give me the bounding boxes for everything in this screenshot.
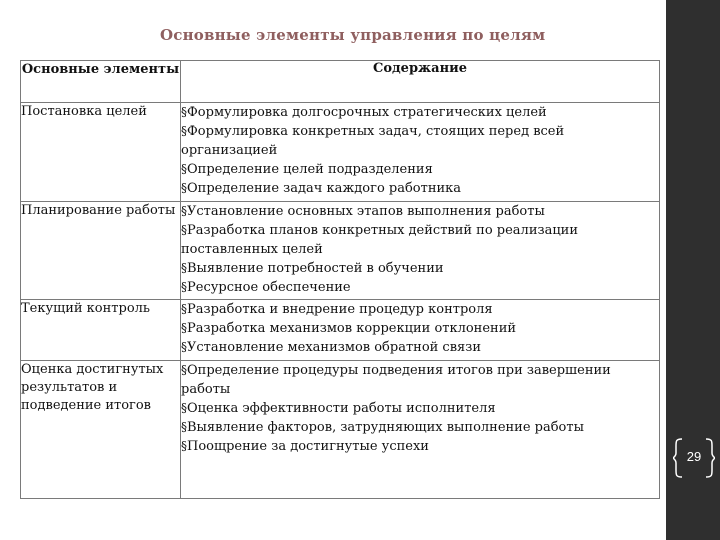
- list-item: § Формулировка конкретных задач, стоящих перед всей организацией: [181, 122, 659, 160]
- row-content: [181, 300, 660, 361]
- list-item: § Разработка механизмов коррекции отклонений: [181, 319, 659, 338]
- list-item: § Оценка эффективности работы исполнителя: [181, 399, 659, 418]
- list-item: § Выявление потребностей в обучении: [181, 259, 659, 278]
- row-content: [181, 361, 660, 499]
- list-item: § Определение целей подразделения: [181, 160, 659, 179]
- list-item: § Разработка планов конкретных действий по реализации поставленных целей: [181, 221, 659, 259]
- row-content: [181, 202, 660, 300]
- list-item: § Определение задач каждого работника: [181, 179, 659, 198]
- list-item: § Установление механизмов обратной связи: [181, 338, 659, 357]
- list-item: § Установление основных этапов выполнения работы: [181, 202, 659, 221]
- table-row: [21, 361, 660, 499]
- list-item: § Ресурсное обеспечение: [181, 278, 659, 297]
- list-item: § Разработка и внедрение процедур контроля: [181, 300, 659, 319]
- list-item: § Формулировка долгосрочных стратегических целей: [181, 103, 659, 122]
- slide-title: Основные элементы управления по целям: [160, 26, 546, 44]
- table-header-row: [21, 61, 660, 103]
- row-label: Оценка достигнутых результатов и подведение итогов: [21, 361, 181, 499]
- table-row: [21, 103, 660, 202]
- table-row: [21, 300, 660, 361]
- row-label: Постановка целей: [21, 103, 181, 202]
- page-number: 29: [686, 449, 702, 464]
- list-item: § Определение процедуры подведения итогов при завершении работы: [181, 361, 659, 399]
- row-content: [181, 103, 660, 202]
- list-item: § Поощрение за достигнутые успехи: [181, 437, 659, 456]
- goals-table: [20, 60, 660, 499]
- list-item: § Выявление факторов, затрудняющих выполнение работы: [181, 418, 659, 437]
- header-content: Содержание: [181, 61, 660, 103]
- row-label: Планирование работы: [21, 202, 181, 300]
- row-label: Текущий контроль: [21, 300, 181, 361]
- table-row: [21, 202, 660, 300]
- header-elements: Основные элементы: [21, 61, 181, 103]
- page-number-badge: [673, 438, 715, 478]
